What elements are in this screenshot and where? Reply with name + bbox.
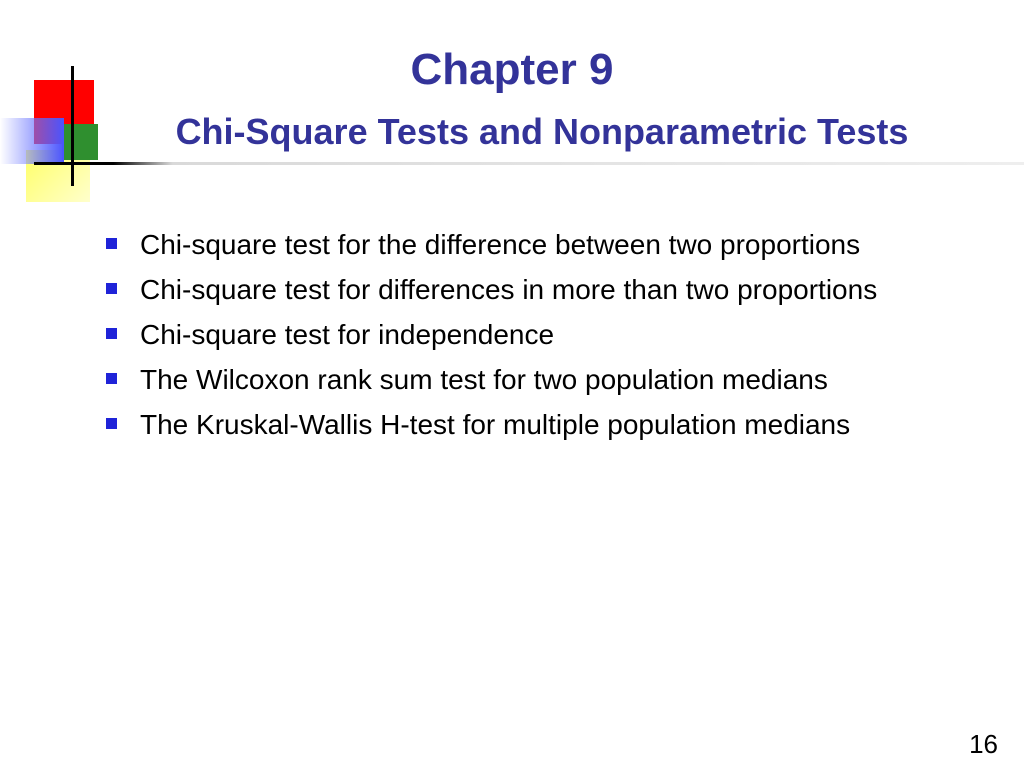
- bullet-item: [104, 361, 904, 398]
- bullet-text: The Kruskal-Wallis H-test for multiple population medians: [140, 409, 851, 440]
- bullet-text: Chi-square test for differences in more than two proportions: [140, 274, 878, 305]
- square-bullet-icon: [106, 373, 117, 384]
- square-bullet-icon: [106, 283, 117, 294]
- page-number: 16: [969, 729, 998, 759]
- slide-subtitle: Chi-Square Tests and Nonparametric Tests: [175, 111, 909, 152]
- logo-blue-square: [0, 118, 64, 164]
- bullet-item: [104, 406, 904, 443]
- bullet-text: Chi-square test for the difference between two proportions: [140, 229, 861, 260]
- square-bullet-icon: [106, 238, 117, 249]
- bullet-list: [104, 226, 904, 451]
- color-squares-logo: [0, 0, 140, 210]
- bullet-item: [104, 226, 904, 263]
- bullet-text: Chi-square test for independence: [140, 319, 555, 350]
- square-bullet-icon: [106, 328, 117, 339]
- bullet-item: [104, 271, 904, 308]
- slide-title: Chapter 9: [410, 45, 614, 94]
- title-underline: [34, 162, 1024, 165]
- square-bullet-icon: [106, 418, 117, 429]
- bullet-item: [104, 316, 904, 353]
- bullet-text: The Wilcoxon rank sum test for two population medians: [140, 364, 828, 395]
